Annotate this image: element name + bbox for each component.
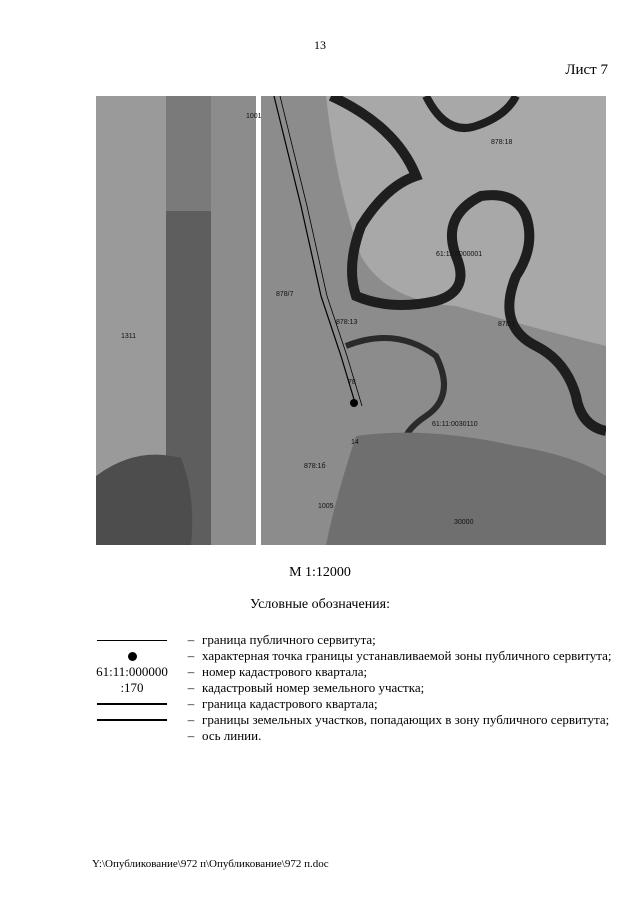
page-number: 13 xyxy=(314,38,326,52)
map-label-bottom-parcel: 30000 xyxy=(454,519,474,526)
map-image xyxy=(96,96,606,545)
legend-item xyxy=(84,680,614,696)
legend-item xyxy=(84,696,614,712)
legend-item xyxy=(84,648,614,664)
legend-symbol xyxy=(84,648,180,664)
legend-item xyxy=(84,728,614,744)
map-label-center-quarter: 61:11:0000001 xyxy=(436,251,483,258)
legend-item xyxy=(84,664,614,680)
map-label-right-parcel: 878:1 xyxy=(498,321,516,328)
map-scale: М 1:12000 xyxy=(289,565,351,580)
quarter-number-sample: 61:11:000000 xyxy=(96,664,168,679)
legend-symbol xyxy=(84,696,180,712)
legend-text: характерная точка границы устанавливаемой зоны публичного сервитута; xyxy=(202,648,612,663)
map-forest-strip-top xyxy=(166,96,211,211)
map-label-top-segment: 1001 xyxy=(246,113,262,120)
legend-dash: – xyxy=(187,712,195,727)
legend-dash: – xyxy=(187,728,195,743)
map-dark-area xyxy=(96,455,192,545)
boundary-point-icon xyxy=(128,652,137,661)
legend-dash: – xyxy=(187,680,195,695)
legend-title: Условные обозначения: xyxy=(249,597,391,612)
legend-text: кадастровый номер земельного участка; xyxy=(202,680,425,695)
legend-item xyxy=(84,632,614,648)
map-label-mid-center-parcel: 878:13 xyxy=(336,319,358,326)
sheet-label: Лист 7 xyxy=(565,62,608,78)
map-white-strip xyxy=(256,96,261,545)
servitude-line-icon xyxy=(97,640,167,641)
parcel-boundary-icon xyxy=(97,719,167,721)
map-label-lower-parcel-3: 1005 xyxy=(318,503,334,510)
legend-dash: – xyxy=(187,632,195,647)
legend-text: номер кадастрового квартала; xyxy=(202,664,368,679)
map-label-lower-parcel-2: 878:1б xyxy=(304,463,326,470)
footer-file-path: Y:\Опубликование\972 п\Опубликование\972 п.doc xyxy=(92,858,329,870)
map-label-lower-quarter: 61:11:0030110 xyxy=(432,421,478,428)
legend-symbol xyxy=(84,664,180,680)
map-label-top-right-block: 878:18 xyxy=(491,139,513,146)
legend-text: граница кадастрового квартала; xyxy=(202,696,378,711)
legend-symbol xyxy=(84,680,180,696)
map-label-mid-left-parcel: 878/7 xyxy=(276,291,294,298)
parcel-number-sample: :170 xyxy=(120,680,144,695)
legend-dash: – xyxy=(187,696,195,711)
legend-item xyxy=(84,712,614,728)
legend-dash: – xyxy=(187,648,195,663)
map-label-point: 78 xyxy=(348,379,356,386)
map-label-left-parcel: 1311 xyxy=(121,333,137,340)
legend-symbol xyxy=(84,632,180,648)
map-servitude-point xyxy=(350,399,358,407)
legend-dash: – xyxy=(187,664,195,679)
legend-text: граница публичного сервитута; xyxy=(202,632,376,647)
legend xyxy=(84,632,614,744)
quarter-boundary-icon xyxy=(97,703,167,705)
map-label-lower-parcel-1: 14 xyxy=(351,439,359,446)
legend-text: границы земельных участков, попадающих в зону публичного сервитута; xyxy=(202,712,610,727)
legend-symbol xyxy=(84,728,180,744)
legend-symbol xyxy=(84,712,180,728)
legend-text: ось линии. xyxy=(202,728,262,743)
